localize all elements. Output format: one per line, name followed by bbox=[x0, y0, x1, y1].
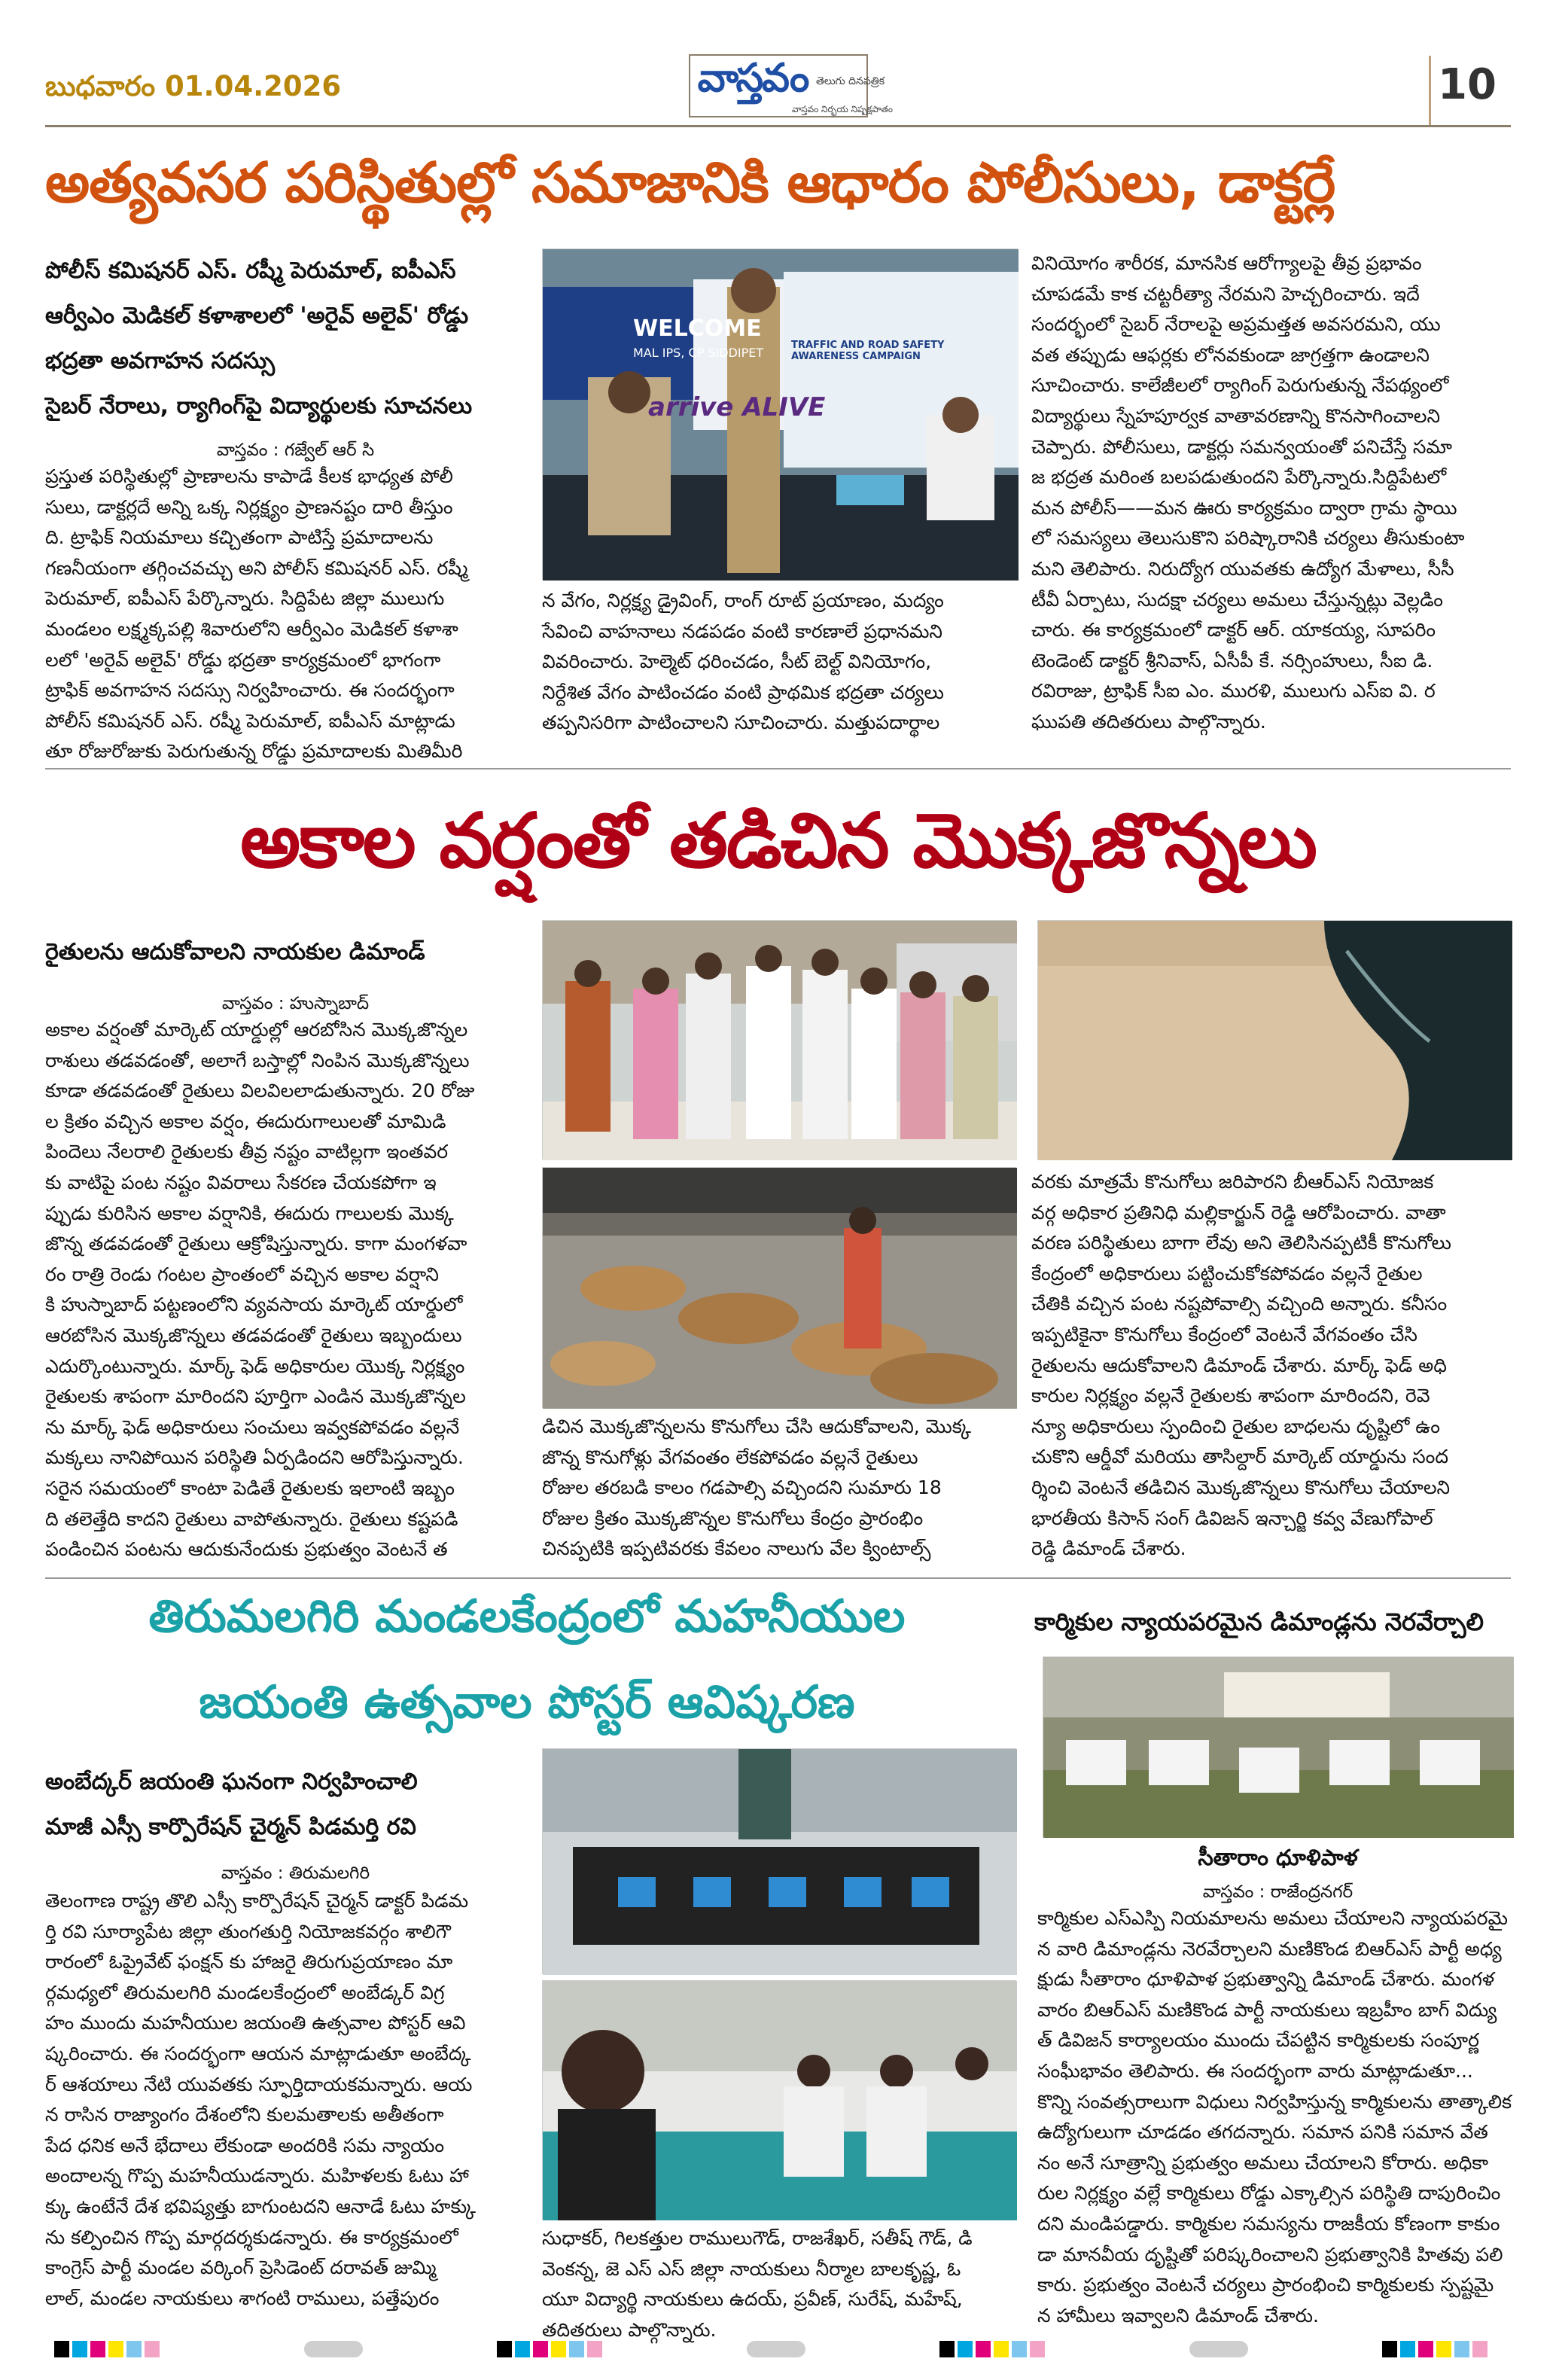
story1-col2: న వేగం, నిర్లక్ష్య డ్రైవింగ్, రాంగ్ రూట్ ప్రయాణం, మద్యం సేవించి వాహనాలు నడపడం వంటి కారణాలే ప్రధానమని వివరించారు. హెల్మెట్ ధరించడం, సీట్ బెల్ట్ వినియోగం, నిర్దేశిత వేగం పాటించడం వంటి ప్రాథమిక భద్రతా చర్యలు తప్పనిసరిగా పాటించాలని సూచించారు. మత్తుపదార్థాల bbox=[542, 590, 944, 734]
story2-subhead: రైతులను ఆదుకోవాలని నాయకుల డిమాండ్ bbox=[45, 939, 425, 965]
story3-photo-poster bbox=[542, 1748, 1016, 1974]
story1-col3: వినియోగం శారీరక, మానసిక ఆరోగ్యాలపై తీవ్ర ప్రభావం చూపడమే కాక చట్టరీత్యా నేరమని హెచ్చరించారు. ఇదే సందర్భంలో సైబర్ నేరాలపై అప్రమత్తత అవసరమని, యు వత తప్పుడు ఆఫర్లకు లోనవకుండా జాగ్రత్తగా ఉండాలని సూచించారు. కాలేజీలలో ర్యాగింగ్ పెరుగుతున్న నేపథ్యంలో విద్యార్థులు స్నేహపూర్వక వాతావరణాన్ని కొనసాగించాలని చెప్పారు. పోలీసులు, డాక్టర్లు సమన్వయంతో పనిచేస్తే సమా జ భద్రత మరింత బలపడుతుందని పేర్కొన్నారు.సిద్దిపేటలో మన పోలీస్——మన ఊరు కార్యక్రమం ద్వారా గ్రామ స్థాయి లో సమస్యలు తెలుసుకొని పరిష్కారానికి చర్యలు తీసుకుంటా మని తెలిపారు. నిరుద్యోగ యువతకు ఉద్యోగ మేళాలు, సీసీ టీవీ ఏర్పాటు, సుదక్షా చర్యలు అమలు చేస్తున్నట్లు వెల్లడిం చారు. ఈ కార్యక్రమంలో డాక్టర్ ఆర్. యాకయ్య, సూపరిం టెండెంట్ డాక్టర్ శ్రీనివాస్, ఏసీపీ కే. నర్సింహులు, సీఐ డి. రవిరాజు, ట్రాఫిక్ సీఐ ఎం. మురళి, ములుగు ఎస్ఐ వి. ర ఘుపతి తదితరులు పాల్గొన్నారు. bbox=[1031, 252, 1465, 733]
story4-photo-caption: సీతారాం ధూళిపాళ bbox=[1198, 1845, 1358, 1870]
story2-col3: వరకు మాత్రమే కొనుగోలు జరిపారని బీఆర్ఎస్ నియోజక వర్గ అధికార ప్రతినిధి మల్లికార్జున్ రెడ్డి ఆరోపించారు. వాతా వరణ పరిస్థితులు బాగా లేవు అని తెలిసినప్పటికీ కొనుగోలు కేంద్రంలో అధికారులు పట్టించుకోకపోవడం వల్లనే రైతుల చేతికి వచ్చిన పంట నష్టపోవాల్సి వచ్చింది అన్నారు. కనీసం ఇప్పటికైనా కొనుగోలు కేంద్రంలో వెంటనే వేగవంతం చేసి రైతులను ఆదుకోవాలని డిమాండ్ చేశారు. మార్క్ ఫెడ్ అధి కారుల నిర్లక్ష్యం వల్లనే రైతులకు శాపంగా మారిందని, రెవె న్యూ అధికారులు స్పందించి రైతుల బాధలను దృష్టిలో ఉం చుకొని ఆర్డీవో మరియు తాసిల్దార్ మార్కెట్ యార్డును సంద ర్శించి వెంటనే తడిచిన మొక్కజొన్నలు కొనుగోలు చేయాలని భారతీయ కిసాన్ సంగ్ డివిజన్ ఇన్చార్జి కవ్వ వేణుగోపాల్ రెడ్డి డిమాండ్ చేశారు. bbox=[1031, 1171, 1451, 1560]
story2-photo-bags bbox=[542, 1167, 1016, 1408]
story3-credit: వాస్తవం : తిరుమలగిరి bbox=[221, 1863, 370, 1883]
page-number: 10 bbox=[1438, 60, 1497, 109]
story2-credit: వాస్తవం : హుస్నాబాద్ bbox=[221, 994, 370, 1013]
poster-launch-photo bbox=[543, 1749, 1017, 1975]
story2-photo-leaders bbox=[542, 920, 1016, 1160]
story1-col1: ప్రస్తుత పరిస్థితుల్లో ప్రాణాలను కాపాడే కీలక భాధ్యత పోలీ సులు, డాక్టర్లదే అన్ని ఒక్క నిర్లక్ష్యం ప్రాణనష్టం దారి తీస్తుం ది. ట్రాఫిక్ నియమాలు కచ్చితంగా పాటిస్తే ప్రమాదాలను గణనీయంగా తగ్గించవచ్చు అని పోలీస్ కమిషనర్ ఎస్. రష్మీ పెరుమాల్, ఐపీఎస్ పేర్కొన్నారు. సిద్దిపేట జిల్లా ములుగు మండలం లక్ష్మక్కపల్లి శివారులోని ఆర్వీఎం మెడికల్ కళాశా లలో 'అరైవ్ అలైవ్' రోడ్డు భద్రతా కార్యక్రమంలో భాగంగా ట్రాఫిక్ అవగాహన సదస్సు నిర్వహించారు. ఈ సందర్భంగా పోలీస్ కమిషనర్ ఎస్. రష్మీ పెరుమాల్, ఐపీఎస్ మాట్లాడు తూ రోజురోజుకు పెరుగుతున్న రోడ్డు ప్రమాదాలకు మితిమీరి bbox=[45, 465, 468, 763]
logo-small-text: తెలుగు దినపత్రిక bbox=[816, 75, 885, 87]
story4-body: కార్మికుల ఎస్ఎస్పి నియమాలను అమలు చేయాలని న్యాయపరమై న వారి డిమాండ్లను నెరవేర్చాలని మణికొండ బిఆర్ఎస్ పార్టీ అధ్య క్షుడు సీతారాం ధూళిపాళ ప్రభుత్వాన్ని డిమాండ్ చేశారు. మంగళ వారం బిఆర్ఎస్ మణికొండ పార్టీ నాయకులు ఇబ్రహీం బాగ్ విద్యు త్ డివిజన్ కార్యాలయం ముందు చేపట్టిన కార్మికులకు సంపూర్ణ సంఘీభావం తెలిపారు. ఈ సందర్భంగా వారు మాట్లాడుతూ... కొన్ని సంవత్సరాలుగా విధులు నిర్వహిస్తున్న కార్మికులను తాత్కాలిక ఉద్యోగులుగా చూడడం తగదన్నారు. సమాన పనికి సమాన వేత నం అనే సూత్రాన్ని ప్రభుత్వం అమలు చేయాలని కోరారు. అధికా రుల నిర్లక్ష్యం వల్లే కార్మికులు రోడ్డు ఎక్కాల్సిన పరిస్థితి దాపురించిం దని మండిపడ్డారు. కార్మికుల సమస్యను రాజకీయ కోణంగా కాకుం డా మానవీయ దృష్టితో పరిష్కరించాలని ప్రభుత్వానికి హితవు పలి కారు. ప్రభుత్వం వెంటనే చర్యలు ప్రారంభించి కార్మికులకు స్పష్టమై న హామీలు ఇవ్వాలని డిమాండ్ చేశారు. bbox=[1037, 1907, 1512, 2327]
story3-photo-group bbox=[542, 1980, 1016, 2220]
photo-banner-sub: MAL IPS, CP SIDDIPET bbox=[633, 346, 764, 360]
photo-banner-campaign: TRAFFIC AND ROAD SAFETY AWARENESS CAMPAIGN bbox=[791, 340, 945, 362]
corn-bags-photo bbox=[543, 1168, 1017, 1409]
group-meeting-photo bbox=[543, 1981, 1017, 2220]
wet-corn-photo bbox=[1038, 921, 1512, 1160]
story3-headline-line2: జయంతి ఉత్సవాల పోస్టర్ ఆవిష్కరణ bbox=[199, 1676, 855, 1729]
story1-subheads: పోలీస్ కమిషనర్ ఎస్. రష్మీ పెరుమాల్, ఐపీఎస్ ఆర్వీఎం మెడికల్ కళాశాలలో 'అరైవ్ అలైవ్' రోడ్డు భద్రతా అవగాహన సదస్సు సైబర్ నేరాలు, ర్యాగింగ్‌పై విద్యార్థులకు సూచనలు bbox=[45, 258, 473, 419]
edition-date: బుధవారం 01.04.2026 bbox=[45, 70, 342, 102]
header-rule bbox=[45, 125, 1511, 127]
story3-col1: తెలంగాణ రాష్ట్ర తొలి ఎస్సీ కార్పొరేషన్ చైర్మన్ డాక్టర్ పిడమ ర్తి రవి సూర్యాపేట జిల్లా తుంగతుర్తి నియోజకవర్గం శాలిగౌ రారంలో ఓప్రైవేట్ ఫంక్షన్ కు హాజరై తిరుగుప్రయాణం మా ర్గమధ్యలో తిరుమలగిరి మండలకేంద్రంలో అంబేడ్కర్ విగ్ర హం ముందు మహనీయుల జయంతి ఉత్సవాల పోస్టర్ ఆవి ష్కరించారు. ఈ సందర్భంగా ఆయన మాట్లాడుతూ అంబేద్క ర్ ఆశయాలు నేటి యువతకు స్ఫూర్తిదాయకమన్నారు. ఆయ న రాసిన రాజ్యాంగం దేశంలోని కులమతాలకు అతీతంగా పేద ధనిక అనే భేదాలు లేకుండా అందరికి సమ న్యాయం అందాలన్న గొప్ప మహనీయుడన్నారు. మహిళలకు ఓటు హా క్కు ఉంటేనే దేశ భవిష్యత్తు బాగుంటదని ఆనాడే ఓటు హక్కు ను కల్పించిన గొప్ప మార్గదర్శకుడన్నారు. ఈ కార్యక్రమంలో కాంగ్రెస్ పార్టీ మండల వర్కింగ్ ప్రెసిడెంట్ దరావత్ జుమ్మి లాల్, మండల నాయకులు శాగంటి రాములు, పత్తేపురం bbox=[45, 1890, 476, 2309]
story4-photo bbox=[1043, 1656, 1513, 1837]
story3-col2: సుధాకర్, గిలకత్తుల రాములుగౌడ్, రాజశేఖర్, సతీష్ గౌడ్, డి వెంకన్న, జె ఎస్ ఎస్ జిల్లా నాయకులు నీర్మాల బాలకృష్ణ, ఓ యూ విద్యార్థి నాయకులు ఉదయ్, ప్రవీణ్, సురేష్, మహేష్, తదితరులు పాల్గొన్నారు. bbox=[542, 2227, 973, 2341]
print-color-marks bbox=[0, 2336, 1556, 2362]
story1-headline: అత్యవసర పరిస్థితుల్లో సమాజానికి ఆధారం పోలీసులు, డాక్టర్లే bbox=[45, 151, 1335, 215]
story1-credit: వాస్తవం : గజ్వేల్ ఆర్ సి bbox=[216, 440, 375, 460]
logo-title: వాస్తవం bbox=[697, 56, 808, 101]
story1-photo bbox=[542, 248, 1018, 580]
story2-col2: డిచిన మొక్కజొన్నలను కొనుగోలు చేసి ఆదుకోవాలని, మొక్క జొన్న కొనుగోళ్లు వేగవంతం లేకపోవడం వల్లనే రైతులు రోజుల తరబడి కాలం గడపాల్సి వచ్చిందని సుమారు 18 రోజుల క్రితం మొక్కజొన్నల కొనుగోలు కేంద్రం ప్రారంభిం చినప్పటికి ఇప్పటివరకు కేవలం నాలుగు వేల క్వింటాల్స్ bbox=[542, 1416, 971, 1560]
workers-protest-photo bbox=[1043, 1657, 1514, 1838]
story2-col1: అకాల వర్షంతో మార్కెట్ యార్డుల్లో ఆరబోసిన మొక్కజొన్నల రాశులు తడవడంతో, అలాగే బస్తాల్లో నింపిన మొక్కజొన్నలు కూడా తడవడంతో రైతులు విలవిలలాడుతున్నారు. 20 రోజు ల క్రితం వచ్చిన అకాల వర్షం, ఈదురుగాలులతో మామిడి పిందెలు నేలరాలి రైతులకు తీవ్ర నష్టం వాటిల్లగా ఇంతవర కు వాటిపై పంట నష్టం వివరాలు సేకరణ చేయకపోగా ఇ ప్పుడు కురిసిన అకాల వర్షానికి, ఈదురు గాలులకు మొక్క జొన్న తడవడంతో రైతులు ఆక్రోషిస్తున్నారు. కాగా మంగళవా రం రాత్రి రెండు గంటల ప్రాంతంలో వచ్చిన అకాల వర్షాని కి హుస్నాబాద్ పట్టణంలోని వ్యవసాయ మార్కెట్ యార్డులో ఆరబోసిన మొక్కజొన్నలు తడవడంతో రైతులు ఇబ్బందులు ఎదుర్కొంటున్నారు. మార్క్ ఫెడ్ అధికారుల యొక్క నిర్లక్ష్యం రైతులకు శాపంగా మారిందని పూర్తిగా ఎండిన మొక్కజొన్నల ను మార్క్ ఫెడ్ అధికారులు సంచులు ఇవ్వకపోవడం వల్లనే మక్కలు నానిపోయిన పరిస్థితి ఏర్పడిందని ఆరోపిస్తున్నారు. సరైన సమయంలో కాంటా పెడితే రైతులకు ఇలాంటి ఇబ్బం ది తలెత్తేది కాదని రైతులు వాపోతున్నారు. రైతులు కష్టపడి పండించిన పంటను ఆదుకునేందుకు ప్రభుత్వం వెంటనే త bbox=[45, 1019, 475, 1561]
section-divider bbox=[45, 768, 1511, 769]
story3-subheads: అంబేద్కర్ జయంతి ఘనంగా నిర్వహించాలి మాజీ ఎస్సీ కార్పొరేషన్ చైర్మన్ పిడమర్తి రవి bbox=[45, 1769, 418, 1840]
story4-credit: వాస్తవం : రాజేంద్రనగర్ bbox=[1202, 1882, 1354, 1902]
story3-headline-line1: తిరుమలగిరి మండలకేంద్రంలో మహనీయుల bbox=[148, 1590, 906, 1643]
header-divider bbox=[1429, 56, 1431, 125]
photo-banner-arrive: arrive ALIVE bbox=[648, 392, 826, 422]
story2-headline: అకాల వర్షంతో తడిచిన మొక్కజొన్నలు bbox=[240, 797, 1316, 885]
photo-banner-welcome: WELCOME bbox=[633, 315, 762, 342]
leaders-group-photo bbox=[543, 921, 1017, 1160]
story4-headline: కార్మికుల న్యాయపరమైన డిమాండ్లను నెరవేర్చాలి bbox=[1034, 1607, 1484, 1636]
section-divider-2 bbox=[45, 1577, 1511, 1579]
story2-photo-wet-corn bbox=[1037, 920, 1512, 1160]
logo-tagline: వాస్తవం నిర్భయ నిష్పక్షపాతం bbox=[792, 104, 893, 114]
